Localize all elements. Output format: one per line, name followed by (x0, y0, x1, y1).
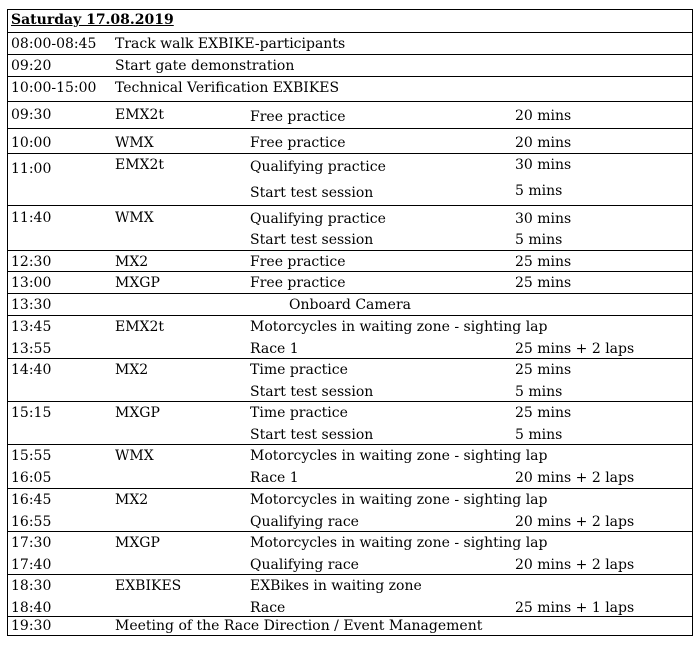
schedule-table (7, 9, 693, 636)
row-duration: 25 mins + 1 laps (515, 600, 635, 616)
row-time: 13:30 (11, 297, 52, 313)
row-text: Start gate demonstration (115, 58, 295, 74)
schedule-title: Saturday 17.08.2019 (11, 12, 174, 28)
row-duration: 5 mins (515, 427, 563, 443)
row-duration: 30 mins (515, 211, 572, 227)
row-class: WMX (115, 448, 154, 464)
row-class: MXGP (115, 535, 160, 551)
schedule-row (8, 315, 692, 359)
row-time: 09:30 (11, 107, 52, 123)
row-time: 10:00-15:00 (11, 80, 97, 96)
row-text: Track walk EXBIKE-participants (115, 36, 346, 52)
row-session: Qualifying race (250, 514, 359, 530)
row-session: Start test session (250, 232, 374, 248)
row-session: Qualifying practice (250, 159, 386, 175)
row-session: Start test session (250, 185, 374, 201)
schedule-row (8, 488, 692, 532)
row-time: 13:55 (11, 341, 52, 357)
row-time: 11:40 (11, 210, 52, 226)
schedule-row (8, 153, 692, 206)
row-duration: 5 mins (515, 183, 563, 199)
row-duration: 20 mins + 2 laps (515, 557, 635, 573)
row-duration: 5 mins (515, 232, 563, 248)
row-session: Motorcycles in waiting zone - sighting lap (250, 319, 548, 335)
schedule-row (8, 358, 692, 402)
schedule-row (8, 574, 692, 617)
row-session: Time practice (250, 405, 348, 421)
row-class: WMX (115, 135, 154, 151)
row-session: Free practice (250, 109, 346, 125)
schedule-row (8, 101, 692, 129)
row-class: EMX2t (115, 319, 165, 335)
row-duration: 25 mins (515, 275, 572, 291)
row-duration: 30 mins (515, 157, 572, 173)
row-session: Free practice (250, 254, 346, 270)
row-session: Race 1 (250, 470, 299, 486)
row-session: Time practice (250, 362, 348, 378)
row-class: MX2 (115, 362, 149, 378)
row-session: Motorcycles in waiting zone - sighting lap (250, 448, 548, 464)
row-time: 12:30 (11, 254, 52, 270)
row-duration: 5 mins (515, 384, 563, 400)
row-duration: 20 mins (515, 108, 572, 124)
row-time: 13:00 (11, 275, 52, 291)
row-session: Race (250, 600, 286, 616)
schedule-row (8, 32, 692, 55)
row-time: 17:40 (11, 557, 52, 573)
schedule-row (8, 616, 692, 636)
row-session: Qualifying practice (250, 211, 386, 227)
row-time: 13:45 (11, 319, 52, 335)
schedule-row (8, 128, 692, 154)
schedule-row (8, 444, 692, 489)
row-class: MXGP (115, 275, 160, 291)
schedule-row (8, 76, 692, 102)
row-time: 09:20 (11, 58, 52, 74)
row-time: 18:30 (11, 578, 52, 594)
row-time: 15:55 (11, 448, 52, 464)
row-class: EMX2t (115, 157, 165, 173)
row-session: Free practice (250, 275, 346, 291)
row-time: 19:30 (11, 618, 52, 634)
row-time: 16:45 (11, 492, 52, 508)
row-class: MX2 (115, 492, 149, 508)
row-session: Motorcycles in waiting zone - sighting lap (250, 535, 548, 551)
row-time: 18:40 (11, 600, 52, 616)
row-class: EMX2t (115, 107, 165, 123)
row-duration: 25 mins (515, 254, 572, 270)
schedule-row (8, 271, 692, 294)
row-session: Free practice (250, 135, 346, 151)
row-class: MXGP (115, 405, 160, 421)
row-time: 16:55 (11, 514, 52, 530)
row-duration: 20 mins (515, 135, 572, 151)
schedule-row (8, 250, 692, 272)
row-duration: 25 mins + 2 laps (515, 341, 635, 357)
row-time: 11:00 (11, 161, 52, 177)
row-session: Start test session (250, 384, 374, 400)
schedule-row (8, 531, 692, 575)
row-session: Start test session (250, 427, 374, 443)
row-session: Motorcycles in waiting zone - sighting lap (250, 492, 548, 508)
schedule-row (8, 293, 692, 316)
row-session: EXBikes in waiting zone (250, 578, 422, 594)
schedule-row (8, 205, 692, 251)
row-class: EXBIKES (115, 578, 182, 594)
schedule-row (8, 54, 692, 77)
row-class: WMX (115, 210, 154, 226)
row-time: 14:40 (11, 362, 52, 378)
row-duration: 25 mins (515, 405, 572, 421)
schedule-row (8, 401, 692, 445)
row-session: Race 1 (250, 341, 299, 357)
row-session: Qualifying race (250, 557, 359, 573)
row-text: Meeting of the Race Direction / Event Management (115, 618, 483, 634)
row-time: 10:00 (11, 135, 52, 151)
row-time: 17:30 (11, 535, 52, 551)
header-row (8, 10, 692, 32)
row-time: 15:15 (11, 405, 52, 421)
row-time: 16:05 (11, 470, 52, 486)
onboard-camera-label: Onboard Camera (289, 297, 411, 313)
row-class: MX2 (115, 254, 149, 270)
row-duration: 20 mins + 2 laps (515, 470, 635, 486)
row-duration: 25 mins (515, 362, 572, 378)
row-duration: 20 mins + 2 laps (515, 514, 635, 530)
row-text: Technical Verification EXBIKES (115, 80, 340, 96)
row-time: 08:00-08:45 (11, 36, 97, 52)
